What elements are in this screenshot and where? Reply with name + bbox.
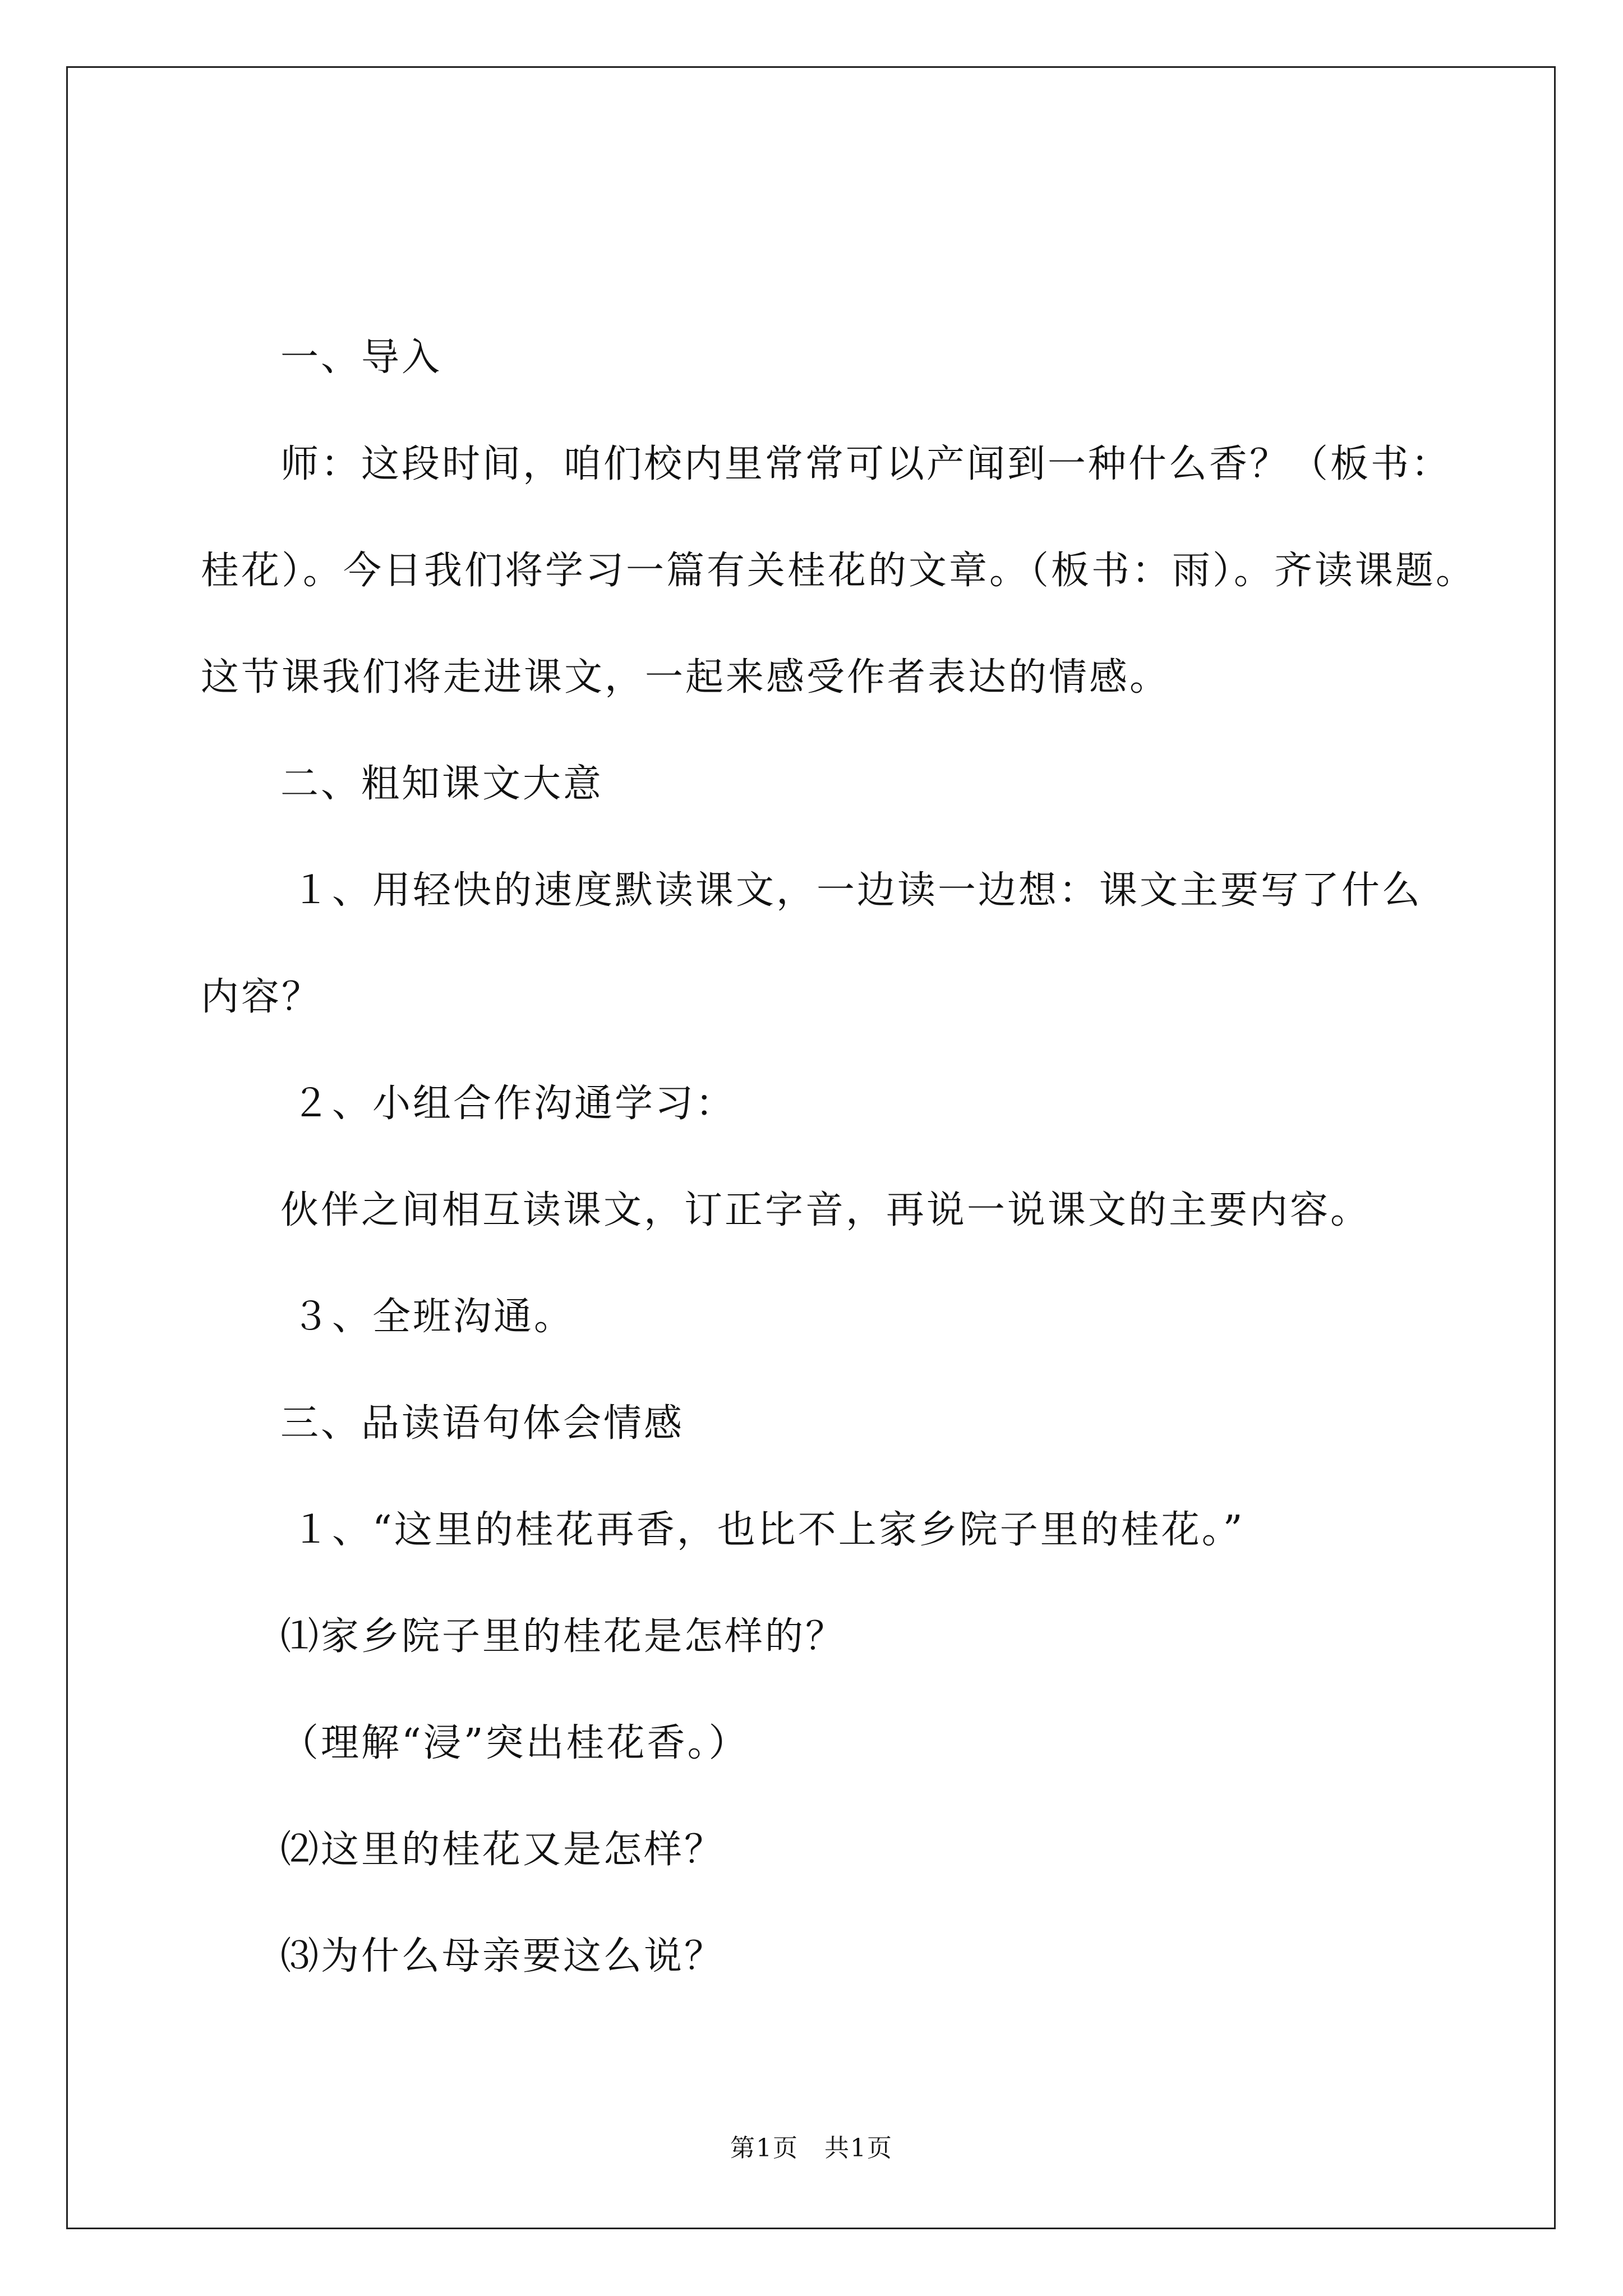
paragraph-line: 这节课我们将走进课文，一起来感受作者表达的情感。: [201, 655, 1170, 700]
paragraph-line: １、用轻快的速度默读课文，一边读一边想：课文主要写了什么: [292, 868, 1423, 913]
page-border: [66, 66, 1556, 2229]
heading-intro: 一、导入: [280, 335, 442, 380]
paragraph-line: ⑴家乡院子里的桂花是怎样的？: [280, 1614, 846, 1659]
paragraph-line: ３、全班沟通。: [292, 1295, 575, 1339]
paragraph-line: （理解“浸”突出桂花香。）: [280, 1721, 749, 1765]
paragraph-line: ⑵这里的桂花又是怎样？: [280, 1828, 725, 1872]
paragraph-line: 伙伴之间相互读课文，订正字音，再说一说课文的主要内容。: [280, 1188, 1371, 1232]
page-number-footer: 第1页 共1页: [730, 2134, 893, 2162]
paragraph-line: 桂花）。今日我们将学习一篇有关桂花的文章。（板书：雨）。齐读课题。: [201, 549, 1477, 593]
paragraph-line: １、“这里的桂花再香，也比不上家乡院子里的桂花。”: [292, 1508, 1245, 1552]
heading-reading: 三、品读语句体会情感: [280, 1401, 685, 1446]
heading-overview: 二、粗知课文大意: [280, 762, 604, 806]
paragraph-line: ⑶为什么母亲要这么说？: [280, 1934, 725, 1978]
paragraph-line: ２、小组合作沟通学习：: [292, 1082, 736, 1126]
paragraph-line: 内容？: [201, 975, 322, 1019]
paragraph-line: 师：这段时间，咱们校内里常常可以产闻到一种什么香？（板书：: [280, 442, 1452, 486]
